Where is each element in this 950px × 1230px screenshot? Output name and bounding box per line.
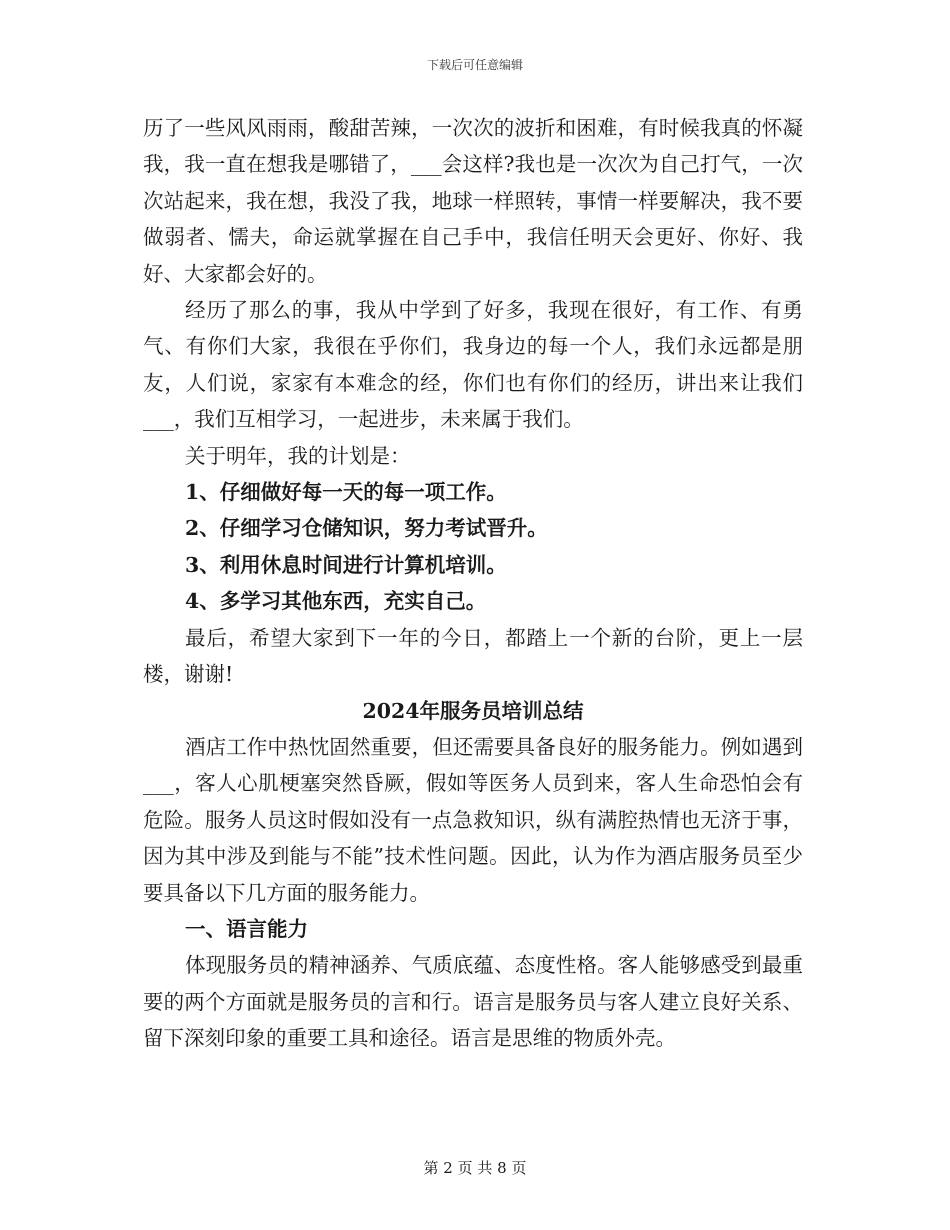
paragraph-language: 体现服务员的精神涵养、气质底蕴、态度性格。客人能够感受到最重要的两个方面就是服务员的言和行。语言是服务员与客人建立良好关系、留下深刻印象的重要工具和途径。语言是思维的物质外壳。 (143, 953, 803, 1051)
section-heading-language: 一、语言能力 (185, 916, 308, 941)
plan-item: 4、多学习其他东西，充实自己。 (185, 589, 487, 614)
document-title: 2024年服务员培训总结 (362, 698, 584, 723)
plan-item: 3、利用休息时间进行计算机培训。 (185, 552, 507, 577)
download-note: 下载后可任意编辑 (426, 58, 523, 72)
paragraph-service-ability: 酒店工作中热忱固然重要，但还需要具备良好的服务能力。例如遇到___，客人心肌梗塞突然昏厥，假如等医务人员到来，客人生命恐怕会有危险。服务人员这时假如没有一点急救知识，纵有满腔热情也无济于事，因为其中涉及到能与不能”技术性问题。因此，认为作为酒店服务员至少要具备以下几方面的服务能力。 (143, 734, 803, 905)
plan-item: 2、仔细学习仓储知识，努力考试晋升。 (185, 516, 548, 541)
page-number: 第 2 页 共 8 页 (423, 1159, 527, 1177)
paragraph-experience: 经历了那么的事，我从中学到了好多，我现在很好，有工作、有勇气、有你们大家，我很在乎你们，我身边的每一个人，我们永远都是朋友，人们说，家家有本难念的经，你们也有你们的经历，讲出来让我们___，我们互相学习，一起进步，未来属于我们。 (143, 298, 803, 432)
plan-item: 1、仔细做好每一天的每一项工作。 (185, 480, 507, 505)
closing-paragraph: 最后，希望大家到下一年的今日，都踏上一个新的台阶，更上一层楼，谢谢! (143, 625, 803, 687)
paragraph-continued: 历了一些风风雨雨，酸甜苦辣，一次次的波折和困难，有时候我真的怀凝我，我一直在想我是哪错了，___会这样?我也是一次次为自己打气，一次次站起来，我在想，我没了我，地球一样照转，事情一样要解决，我不要做弱者、懦夫，命运就掌握在自己手中，我信任明天会更好、你好、我好、大家都会好的。 (143, 116, 803, 286)
plan-intro: 关于明年，我的计划是： (185, 443, 411, 468)
document-body (143, 110, 803, 1057)
